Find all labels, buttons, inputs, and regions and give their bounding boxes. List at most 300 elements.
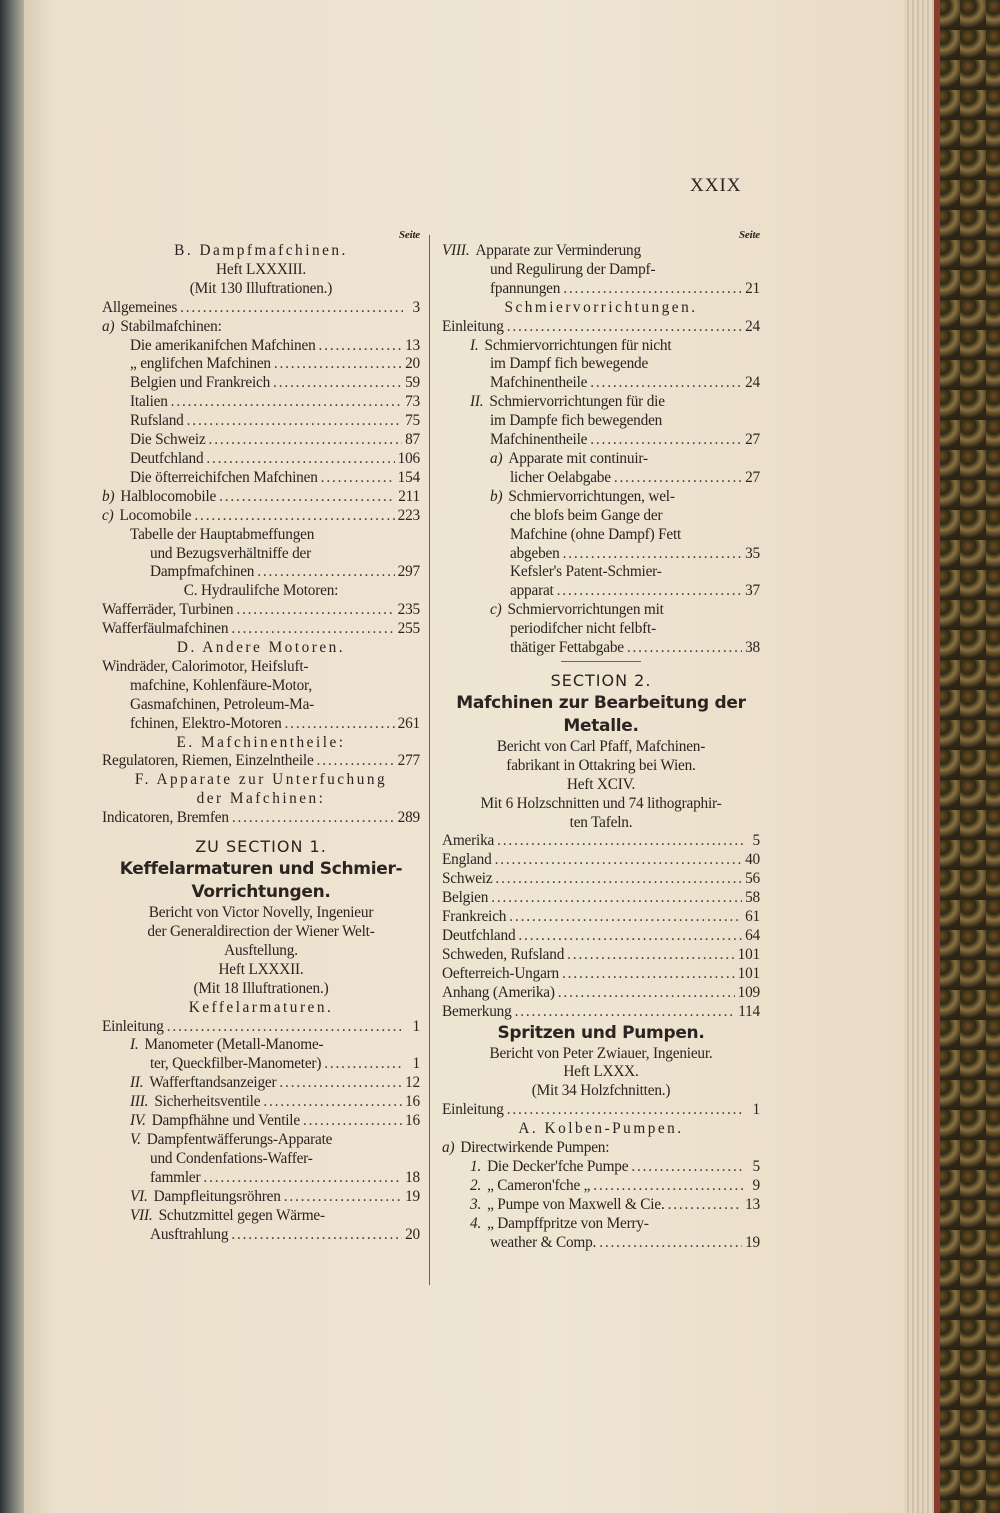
entry-text: mafchine, Kohlenfäure-Motor, xyxy=(130,676,312,694)
toc-line xyxy=(442,261,760,280)
entry-text: periodifcher nicht felbft- xyxy=(510,620,656,638)
leader-dots xyxy=(285,715,395,734)
entry-text: Schmiervorrichtungen mit xyxy=(507,601,664,619)
centered-line: Keffelarmaturen. xyxy=(188,998,334,1016)
leader-dots xyxy=(274,355,402,374)
toc-line xyxy=(102,545,420,564)
entry-label: b) xyxy=(490,487,503,505)
leader-dots xyxy=(203,1169,402,1188)
leader-dots xyxy=(567,946,734,965)
centered-line: Bericht von Peter Zwiauer, Ingenieur. xyxy=(489,1044,713,1062)
toc-entry xyxy=(442,1177,760,1196)
entry-text: Stabilmafchinen: xyxy=(120,317,222,335)
entry-text: Regulatoren, Riemen, Einzelntheile xyxy=(102,752,314,770)
page-ref: 235 xyxy=(397,601,420,619)
leader-dots xyxy=(668,1196,743,1215)
entry-label: VI. xyxy=(130,1187,148,1205)
toc-entry xyxy=(102,337,420,356)
entry-label: b) xyxy=(102,487,115,505)
entry-text: England xyxy=(442,851,492,869)
entry-text: Wafferfäulmafchinen xyxy=(102,620,229,638)
page-ref: 154 xyxy=(397,468,420,486)
leader-dots xyxy=(273,374,402,393)
toc-entry xyxy=(442,851,760,870)
leader-dots xyxy=(631,1158,743,1177)
entry-text: Bemerkung xyxy=(442,1002,512,1020)
entry-text: Manometer (Metall-Manome- xyxy=(144,1036,324,1054)
centered-line: Heft LXXXIII. xyxy=(216,260,306,278)
leader-dots xyxy=(206,450,394,469)
entry-text: „ Pumpe von Maxwell & Cie. xyxy=(487,1195,665,1213)
leader-dots xyxy=(209,431,403,450)
entry-text: Locomobile xyxy=(119,506,192,524)
toc-line xyxy=(102,1131,420,1150)
leader-dots xyxy=(231,620,394,639)
toc-entry xyxy=(442,639,760,658)
leader-dots xyxy=(557,582,742,601)
toc-entry xyxy=(442,545,760,564)
leader-dots xyxy=(324,1055,403,1074)
toc-line xyxy=(102,1036,420,1055)
leader-dots xyxy=(263,1093,402,1112)
entry-text: Die Decker'fche Pumpe xyxy=(487,1157,629,1175)
entry-text: „ Cameron'fche „ xyxy=(487,1176,591,1194)
page-ref: 16 xyxy=(405,1093,420,1111)
toc-entry xyxy=(442,280,760,299)
page-ref: 38 xyxy=(745,639,760,657)
toc-entry xyxy=(102,1188,420,1207)
toc-line xyxy=(442,242,760,261)
centered-line: F. Apparate zur Unterfuchung xyxy=(134,771,388,789)
page-ref: 114 xyxy=(738,1002,760,1020)
page-ref: 297 xyxy=(397,563,420,581)
toc-line xyxy=(442,412,760,431)
report-title: Mafchinen zur Bearbeitung der xyxy=(456,692,746,713)
leader-dots xyxy=(319,337,403,356)
entry-text: Ausftrahlung xyxy=(150,1225,229,1243)
centered-line: der Generaldirection der Wiener Welt- xyxy=(147,923,375,940)
seite-label: Seite xyxy=(399,229,420,241)
leader-dots xyxy=(590,374,742,393)
centered-line: Heft LXXX. xyxy=(563,1063,639,1081)
entry-text: Dampfhähne und Ventile xyxy=(151,1112,300,1130)
page-ref: 59 xyxy=(405,374,420,392)
page-ref: 20 xyxy=(405,1225,420,1243)
entry-text: Windräder, Calorimotor, Heifsluft- xyxy=(102,657,309,675)
toc-entry xyxy=(102,1093,420,1112)
page-ref: 19 xyxy=(745,1233,760,1251)
entry-text: Einleitung xyxy=(442,1101,504,1119)
entry-text: Die öfterreichifchen Mafchinen xyxy=(130,468,318,486)
left-column xyxy=(102,228,420,1244)
entry-text: Schutzmittel gegen Wärme- xyxy=(158,1206,325,1224)
toc-line xyxy=(442,507,760,526)
toc-entry xyxy=(442,965,760,984)
toc-line xyxy=(442,337,760,356)
entry-label: III. xyxy=(130,1093,149,1111)
entry-text: und Bezugsverhältniffe der xyxy=(150,544,312,562)
centered-line: B. Dampfmafchinen. xyxy=(174,242,348,259)
page-ref: 9 xyxy=(752,1176,760,1194)
toc-entry xyxy=(442,469,760,488)
toc-entry xyxy=(442,1101,760,1120)
toc-entry xyxy=(102,809,420,828)
centered-line: Schmiervorrichtungen. xyxy=(504,298,698,316)
leader-dots xyxy=(257,563,394,582)
leader-dots xyxy=(627,639,742,658)
entry-text: Kefsler's Patent-Schmier- xyxy=(510,563,662,581)
toc-entry xyxy=(442,1003,760,1022)
entry-text: Die amerikanifchen Mafchinen xyxy=(130,336,316,354)
page-ref: 101 xyxy=(737,945,760,963)
centered-line: Bericht von Victor Novelly, Ingenieur xyxy=(148,904,374,922)
page-ref: 27 xyxy=(745,431,760,449)
toc-line xyxy=(442,488,760,507)
leader-dots xyxy=(187,412,402,431)
page-ref: 16 xyxy=(405,1112,420,1130)
entry-text: licher Oelabgabe xyxy=(510,468,611,486)
page-ref: 13 xyxy=(405,336,420,354)
toc-entry xyxy=(102,563,420,582)
leader-dots xyxy=(563,545,743,564)
leader-dots xyxy=(279,1074,402,1093)
entry-label: VIII. xyxy=(442,242,470,259)
entry-text: fpannungen xyxy=(490,279,561,297)
page-ref: 1 xyxy=(412,1055,420,1073)
leader-dots xyxy=(515,1003,736,1022)
page-ref: 101 xyxy=(737,964,760,982)
entry-text: Rufsland xyxy=(130,412,184,430)
entry-text: Mafchinentheile xyxy=(490,431,588,449)
entry-label: a) xyxy=(442,1139,455,1157)
entry-label: 1. xyxy=(470,1157,482,1175)
centered-line: C. Hydraulifche Motoren: xyxy=(183,582,339,600)
toc-entry xyxy=(102,374,420,393)
page-ref: 24 xyxy=(745,374,760,392)
entry-text: im Dampfe fich bewegenden xyxy=(490,412,663,430)
entry-text: Apparate mit continuir- xyxy=(508,449,648,467)
toc-entry xyxy=(102,601,420,620)
leader-dots xyxy=(497,832,743,851)
centered-line: E. Mafchinentheile: xyxy=(176,733,346,751)
toc-entry xyxy=(442,1158,760,1177)
entry-text: Sicherheitsventile xyxy=(154,1093,261,1111)
entry-label: II. xyxy=(470,393,484,411)
leader-dots xyxy=(518,927,742,946)
toc-entry xyxy=(102,1226,420,1245)
page-ref: 5 xyxy=(752,832,760,850)
entry-text: ter, Queckfilber-Manometer) xyxy=(150,1055,322,1073)
entry-text: Deutfchland xyxy=(442,927,516,944)
entry-text: Apparate zur Verminderung xyxy=(475,242,641,259)
entry-text: Anhang (Amerika) xyxy=(442,983,555,1001)
leader-dots xyxy=(171,393,402,412)
page-number: XXIX xyxy=(690,175,742,196)
entry-label: IV. xyxy=(130,1112,146,1130)
toc-line xyxy=(442,1139,760,1158)
page-ref: 21 xyxy=(745,279,760,297)
toc-line xyxy=(442,393,760,412)
entry-text: Dampfentwäfferungs-Apparate xyxy=(146,1130,333,1148)
toc-line xyxy=(102,1150,420,1169)
centered-line: fabrikant in Ottakring bei Wien. xyxy=(506,756,696,774)
entry-text: Schmiervorrichtungen für nicht xyxy=(484,336,672,354)
centered-line: der Mafchinen: xyxy=(196,790,326,808)
entry-label: a) xyxy=(490,449,503,467)
toc-entry xyxy=(102,1055,420,1074)
leader-dots xyxy=(593,1177,743,1196)
centered-line: Heft XCIV. xyxy=(566,775,636,793)
toc-entry xyxy=(102,355,420,374)
centered-line: D. Andere Motoren. xyxy=(176,639,346,657)
cover-binding xyxy=(934,0,940,1513)
leader-dots xyxy=(507,1101,743,1120)
entry-text: Schweden, Rufsland xyxy=(442,945,565,963)
page-ref: 3 xyxy=(412,298,420,316)
toc-line xyxy=(102,526,420,545)
toc-entry xyxy=(102,752,420,771)
toc-entry xyxy=(442,1234,760,1253)
leader-dots xyxy=(321,469,395,488)
seite-label: Seite xyxy=(739,229,760,241)
entry-text: Wafferräder, Turbinen xyxy=(102,601,234,619)
centered-line: Bericht von Carl Pfaff, Mafchinen- xyxy=(496,737,706,755)
section-rule xyxy=(561,661,641,662)
toc-line xyxy=(102,658,420,677)
right-column xyxy=(442,228,760,1253)
leader-dots xyxy=(495,870,742,889)
centered-line: Heft LXXXII. xyxy=(218,960,304,978)
toc-line xyxy=(442,601,760,620)
toc-entry xyxy=(442,984,760,1003)
entry-label: V. xyxy=(130,1130,141,1148)
toc-entry xyxy=(102,450,420,469)
leader-dots xyxy=(558,984,735,1003)
page-ref: 261 xyxy=(397,714,420,732)
entry-text: Italien xyxy=(130,393,168,411)
entry-text: thätiger Fettabgabe xyxy=(510,639,624,657)
page-ref: 13 xyxy=(745,1195,760,1213)
page-ref: 12 xyxy=(405,1074,420,1092)
toc-entry xyxy=(442,1196,760,1215)
entry-text: Indicatoren, Bremfen xyxy=(102,809,229,827)
leader-dots xyxy=(232,809,395,828)
entry-text: Mafchinentheile xyxy=(490,374,588,392)
toc-line xyxy=(442,563,760,582)
entry-text: Frankreich xyxy=(442,908,507,926)
toc-entry xyxy=(442,318,760,337)
page-ref: 277 xyxy=(397,752,420,770)
toc-line xyxy=(442,620,760,639)
entry-label: II. xyxy=(130,1074,144,1092)
toc-entry xyxy=(102,431,420,450)
column-divider xyxy=(429,235,430,1285)
entry-label: c) xyxy=(102,506,114,524)
entry-text: Gasmafchinen, Petroleum-Ma- xyxy=(130,695,315,713)
report-title: Spritzen und Pumpen. xyxy=(497,1022,705,1043)
entry-text: Allgemeines xyxy=(102,298,178,316)
toc-entry xyxy=(442,870,760,889)
page-ref: 1 xyxy=(752,1101,760,1119)
section-heading: SECTION 2. xyxy=(550,670,652,690)
toc-entry xyxy=(442,946,760,965)
page-ref: 5 xyxy=(752,1157,760,1175)
leader-dots xyxy=(509,908,742,927)
toc-entry xyxy=(102,1169,420,1188)
page-ref: 18 xyxy=(405,1168,420,1186)
leader-dots xyxy=(303,1112,402,1131)
centered-line: ten Tafeln. xyxy=(569,813,633,831)
page-ref: 20 xyxy=(405,355,420,373)
leader-dots xyxy=(236,601,394,620)
page-edges xyxy=(904,0,936,1513)
entry-text: „ Dampffpritze von Merry- xyxy=(487,1214,649,1232)
toc-line xyxy=(102,318,420,337)
toc-entry xyxy=(102,715,420,734)
toc-entry xyxy=(442,582,760,601)
page-ref: 64 xyxy=(745,927,760,944)
entry-text: Einleitung xyxy=(442,317,504,335)
entry-text: Schweiz xyxy=(442,870,493,888)
toc-entry xyxy=(102,393,420,412)
entry-text: weather & Comp. xyxy=(490,1233,597,1251)
page-ref: 58 xyxy=(745,889,760,907)
leader-dots xyxy=(599,1234,742,1253)
toc-line xyxy=(442,450,760,469)
toc-line xyxy=(442,526,760,545)
toc-entry xyxy=(442,374,760,393)
toc-entry xyxy=(102,620,420,639)
page-ref: 19 xyxy=(405,1187,420,1205)
page-ref: 61 xyxy=(745,908,760,926)
page-ref: 73 xyxy=(405,393,420,411)
centered-line: A. Kolben-Pumpen. xyxy=(518,1120,684,1138)
entry-text: Belgien xyxy=(442,889,489,907)
page-ref: 255 xyxy=(397,620,420,638)
entry-text: Dampfmafchinen xyxy=(150,563,255,581)
leader-dots xyxy=(563,280,742,299)
leader-dots xyxy=(562,965,735,984)
toc-entry xyxy=(442,889,760,908)
centered-line: (Mit 18 Illuftrationen.) xyxy=(193,979,329,997)
leader-dots xyxy=(284,1188,402,1207)
entry-label: VII. xyxy=(130,1206,153,1224)
toc-line xyxy=(102,677,420,696)
toc-entry xyxy=(442,908,760,927)
entry-text: Amerika xyxy=(442,832,495,850)
entry-text: Schmiervorrichtungen, wel- xyxy=(508,487,675,505)
leader-dots xyxy=(219,488,395,507)
entry-text: und Condenfations-Waffer- xyxy=(150,1149,313,1167)
entry-text: Die Schweiz xyxy=(130,431,206,449)
leader-dots xyxy=(167,1018,403,1037)
entry-text: Dampfleitungsröhren xyxy=(153,1187,281,1205)
centered-line: (Mit 34 Holzfchnitten.) xyxy=(531,1082,671,1100)
toc-line xyxy=(442,355,760,374)
leader-dots xyxy=(491,889,742,908)
entry-text: Schmiervorrichtungen für die xyxy=(489,393,665,411)
page-ref: 289 xyxy=(397,809,420,827)
entry-text: fammler xyxy=(150,1168,201,1186)
leader-dots xyxy=(231,1226,402,1245)
entry-label: c) xyxy=(490,601,502,619)
entry-label: I. xyxy=(130,1036,139,1054)
toc-entry xyxy=(442,832,760,851)
toc-entry xyxy=(102,1074,420,1093)
entry-text: „ englifchen Mafchinen xyxy=(130,355,271,373)
centered-line: (Mit 130 Illuftrationen.) xyxy=(189,279,333,297)
entry-label: I. xyxy=(470,336,479,354)
page-ref: 223 xyxy=(397,506,420,524)
entry-text: che blofs beim Gange der xyxy=(510,506,663,524)
leader-dots xyxy=(194,507,394,526)
toc-entry xyxy=(442,431,760,450)
entry-text: Tabelle der Hauptabmeffungen xyxy=(130,525,315,543)
page-ref: 87 xyxy=(405,431,420,449)
toc-entry xyxy=(102,488,420,507)
entry-text: Mafchine (ohne Dampf) Fett xyxy=(510,525,682,543)
page-ref: 37 xyxy=(745,582,760,600)
entry-text: Halblocomobile xyxy=(120,487,217,505)
page-ref: 109 xyxy=(737,983,760,1001)
entry-text: Oefterreich-Ungarn xyxy=(442,964,560,982)
leader-dots xyxy=(590,431,742,450)
page-ref: 40 xyxy=(745,851,760,869)
toc-entry xyxy=(102,1112,420,1131)
leader-dots xyxy=(180,299,403,318)
page-ref: 35 xyxy=(745,544,760,562)
toc-entry xyxy=(102,1018,420,1037)
page-ref: 75 xyxy=(405,412,420,430)
entry-text: Deutfchland xyxy=(130,449,204,467)
entry-text: apparat xyxy=(510,582,554,600)
page-ref: 211 xyxy=(398,487,420,505)
leader-dots xyxy=(614,469,742,488)
entry-label: 4. xyxy=(470,1214,482,1232)
entry-text: Einleitung xyxy=(102,1017,164,1035)
entry-text: abgeben xyxy=(510,544,560,562)
leader-dots xyxy=(495,851,743,870)
toc-line xyxy=(102,1207,420,1226)
page-ref: 27 xyxy=(745,468,760,486)
toc-entry xyxy=(442,927,760,946)
section-heading: ZU SECTION 1. xyxy=(195,837,327,857)
entry-text: Wafferftandsanzeiger xyxy=(149,1074,277,1092)
toc-entry xyxy=(102,299,420,318)
report-title: Vorrichtungen. xyxy=(191,882,331,903)
entry-text: Belgien und Frankreich xyxy=(130,374,271,392)
entry-text: fchinen, Elektro-Motoren xyxy=(130,714,282,732)
toc-line xyxy=(442,1215,760,1234)
entry-label: 2. xyxy=(470,1176,482,1194)
toc-entry xyxy=(102,507,420,526)
toc-entry xyxy=(102,412,420,431)
entry-label: 3. xyxy=(470,1195,482,1213)
leader-dots xyxy=(507,318,742,337)
report-title: Metalle. xyxy=(563,715,639,736)
page-ref: 1 xyxy=(412,1017,420,1035)
leader-dots xyxy=(317,752,395,771)
page-ref: 106 xyxy=(397,449,420,467)
entry-text: im Dampf fich bewegende xyxy=(490,355,649,373)
toc-line xyxy=(102,696,420,715)
page-ref: 56 xyxy=(745,870,760,888)
entry-label: a) xyxy=(102,317,115,335)
page-ref: 24 xyxy=(745,317,760,335)
centered-line: Ausftellung. xyxy=(224,941,298,959)
entry-text: Directwirkende Pumpen: xyxy=(460,1139,610,1157)
toc-entry xyxy=(102,469,420,488)
